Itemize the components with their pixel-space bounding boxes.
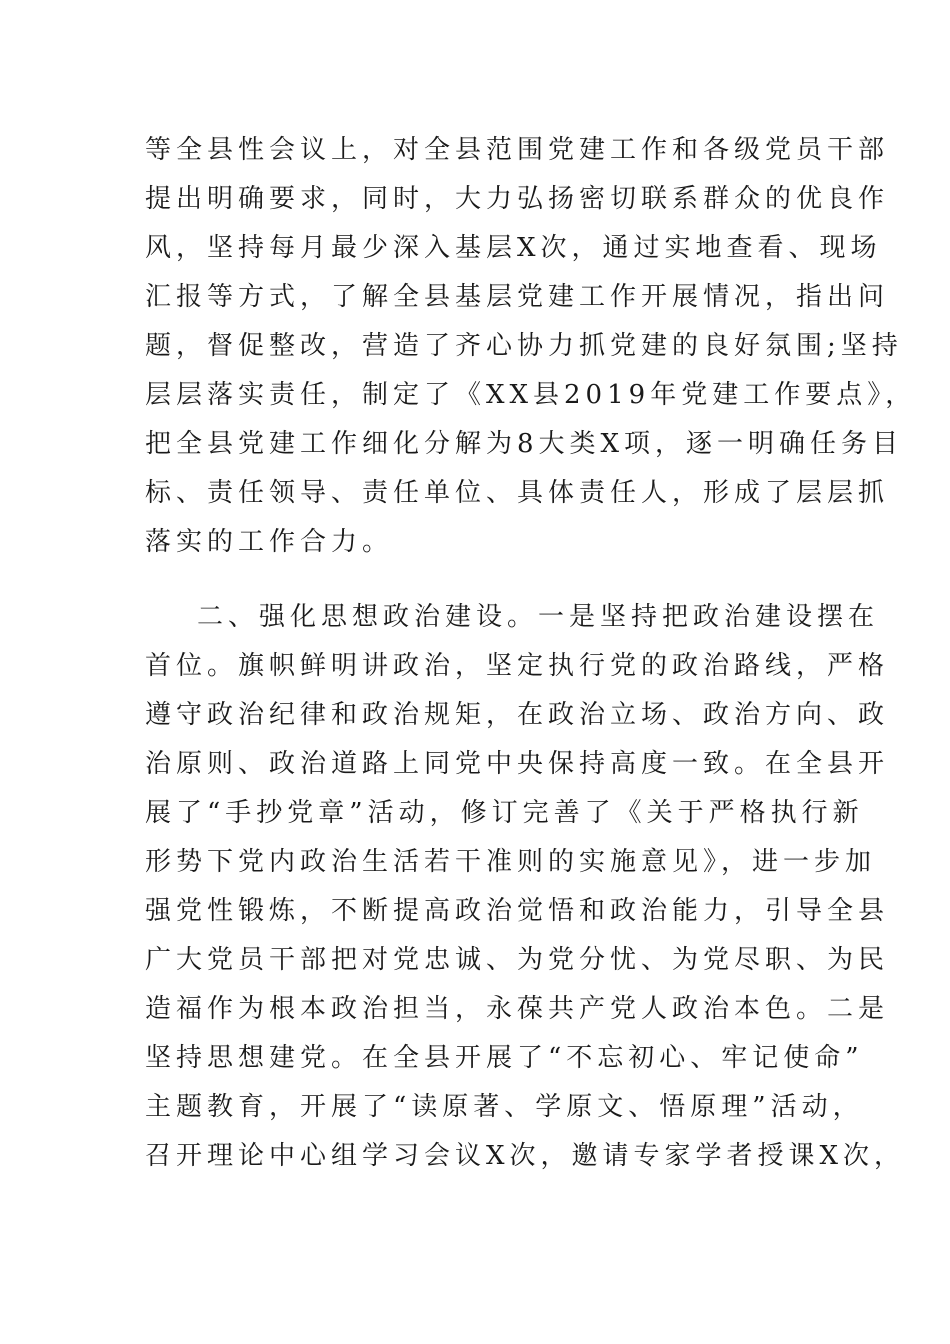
text-line: 召开理论中心组学习会议X次，邀请专家学者授课X次，	[145, 1141, 906, 1171]
text-line: 落实的工作合力。	[145, 527, 394, 557]
text-line: 风，坚持每月最少深入基层X次，通过实地查看、现场	[145, 233, 882, 263]
text-line: 遵守政治纪律和政治规矩，在政治立场、政治方向、政	[145, 700, 890, 730]
text-line: 广大党员干部把对党忠诚、为党分忧、为党尽职、为民	[145, 945, 890, 975]
text-line: 题，督促整改，营造了齐心协力抓党建的良好氛围;坚持	[145, 331, 903, 361]
text-line: 等全县性会议上，对全县范围党建工作和各级党员干部	[145, 135, 890, 165]
text-line: 造福作为根本政治担当，永葆共产党人政治本色。二是	[145, 994, 890, 1024]
text-line: 治原则、政治道路上同党中央保持高度一致。在全县开	[145, 749, 890, 779]
text-line: 汇报等方式，了解全县基层党建工作开展情况，指出问	[145, 282, 890, 312]
text-line: 层层落实责任，制定了《XX县2019年党建工作要点》，	[145, 380, 917, 410]
text-line: 形势下党内政治生活若干准则的实施意见》，进一步加	[145, 847, 877, 877]
text-line: 主题教育，开展了“读原著、学原文、悟原理”活动，	[145, 1092, 864, 1122]
text-line: 把全县党建工作细化分解为8大类X项，逐一明确任务目	[145, 429, 904, 459]
text-line: 首位。旗帜鲜明讲政治，坚定执行党的政治路线，严格	[145, 651, 890, 681]
text-line: 坚持思想建党。在全县开展了“不忘初心、牢记使命”	[145, 1043, 864, 1073]
text-line: 展了“手抄党章”活动，修订完善了《关于严格执行新	[145, 798, 864, 828]
text-line: 二、强化思想政治建设。一是坚持把政治建设摆在	[197, 602, 880, 632]
text-line: 提出明确要求，同时，大力弘扬密切联系群众的优良作	[145, 184, 890, 214]
text-line: 强党性锻炼，不断提高政治觉悟和政治能力，引导全县	[145, 896, 890, 926]
text-line: 标、责任领导、责任单位、具体责任人，形成了层层抓	[145, 478, 890, 508]
